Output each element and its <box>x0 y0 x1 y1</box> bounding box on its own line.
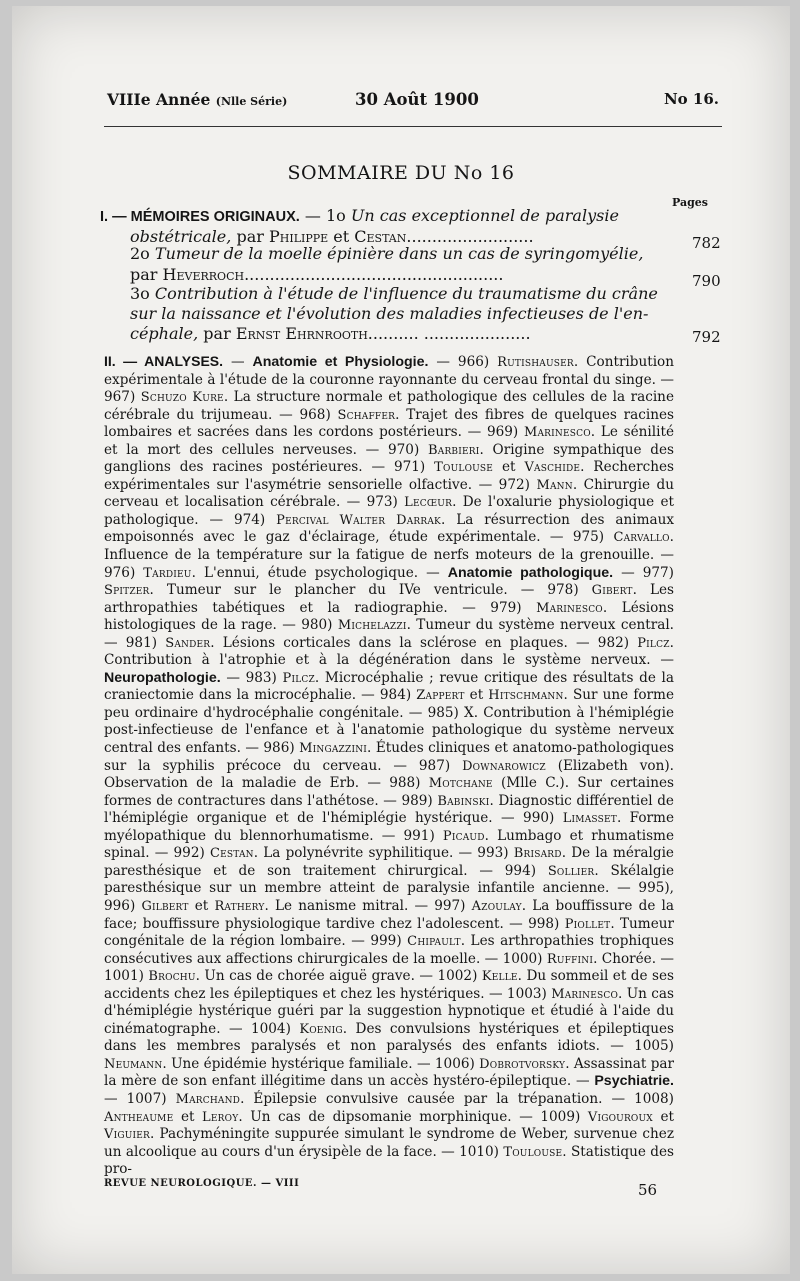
analyses-text: . De la méralgie paresthésique et de son traitement chirurgical. — 994) <box>104 845 674 879</box>
analyses-text: . Pachyméningite suppurée simulant le syndrome de Weber, survenue chez un alcoolique au cours d'un érysipèle de la face. — 1010) <box>104 1126 674 1160</box>
memoires-num-1: — 1o <box>304 206 346 225</box>
memoires-title-1a: Un cas exceptionnel de paralysie <box>350 206 619 225</box>
analyses-text: . Les arthropathies trophiques consécutives aux affections chirurgicales de la moelle. — 1000) <box>104 933 675 967</box>
running-header <box>107 90 719 116</box>
analyses-text: . Les arthropathies tabétiques et la radiographie. — 979) <box>104 582 674 616</box>
analyses-author: Spitzer <box>104 583 150 599</box>
analyses-text: . Assassinat par la mère de son enfant illégitime dans un accès hystéro-épileptique. — <box>104 1055 675 1090</box>
analyses-text: . Forme myélopathique du blennorhumatisme. — 991) <box>104 810 674 844</box>
analyses-author: Dobrotvorsky <box>479 1056 566 1072</box>
analyses-text: — 977) <box>613 564 674 581</box>
analyses-text: . Épilepsie convulsive causée par la trépanation. — 1008) <box>240 1090 674 1107</box>
analyses-text: . Tumeur du système nerveux central. — 981) <box>104 617 674 651</box>
memoires-line-5 <box>130 284 658 303</box>
analyses-author: Kelle <box>481 969 518 985</box>
memoires-par-3: par <box>203 324 231 343</box>
analyses-text: . De l'oxalurie physiologique et pathologique. — 974) <box>104 494 674 528</box>
analyses-author: Barbieri <box>428 442 480 458</box>
analyses-text: . L'ennui, étude psychologique. — <box>191 564 448 581</box>
analyses-text: . Statistique des pro- <box>104 1143 674 1178</box>
memoires-leader-1: ......................... <box>406 227 534 246</box>
memoires-title-2: Tumeur de la moelle épinière dans un cas de syringomyélie, <box>154 244 644 263</box>
issue-number: No 16. <box>663 90 719 108</box>
memoires-et-1: et <box>333 227 350 246</box>
page-title: SOMMAIRE DU No 16 <box>287 162 515 184</box>
analyses-text: . Lésions corticales dans la sclérose en plaques. — 982) <box>210 634 638 651</box>
analyses-author: Neumann <box>104 1056 163 1072</box>
analyses-text: . Du sommeil et de ses accidents chez les épileptiques et chez les hystériques. — 1003) <box>104 968 674 1002</box>
memoires-par-1: par <box>236 227 264 246</box>
analyses-author: Marinesco <box>536 600 603 616</box>
analyses-text: et <box>652 1108 674 1125</box>
analyses-text: et <box>464 687 489 704</box>
memoires-num-2: 2o <box>130 244 150 263</box>
analyses-author: Rathery <box>214 898 265 914</box>
category-neuropathologie: Neuropathologie. <box>104 669 221 686</box>
memoires-line-1 <box>100 206 619 225</box>
analyses-text: . Contribution à l'atrophie et à la dégénération dans le système nerveux. — <box>104 634 674 669</box>
analyses-author: Percival Walter Darrak <box>276 512 441 528</box>
volume-label <box>107 90 287 109</box>
analyses-author: Schuzo Kure <box>140 390 224 406</box>
memoires-author-1a: Philippe <box>268 227 329 246</box>
analyses-text: . Tumeur congénitale de la région lombaire. — 999) <box>104 915 674 950</box>
analyses-author: Schaffer <box>337 407 396 423</box>
analyses-text: . Skélalgie paresthésique sur un membre atteint de paralysie infantile ancienne. — 995), 996) <box>104 862 674 914</box>
analyses-text: — 1007) <box>104 1090 176 1107</box>
document-page <box>12 6 790 1274</box>
analyses-author: Motchane <box>428 776 493 792</box>
memoires-line-7 <box>130 324 531 343</box>
memoires-heading: I. — MÉMOIRES ORIGINAUX. <box>100 209 300 225</box>
analyses-text: . Un cas d'hémiplégie hystérique guéri par la suggestion hypnotique et étudié à l'aide du cinématographe. — 1004) <box>104 985 674 1037</box>
analyses-heading: II. — ANALYSES. <box>104 353 224 369</box>
analyses-text: (Mlle C.). Sur certaines formes de contractures dans l'athétose. — 989) <box>104 775 674 809</box>
analyses-text: . Le nanisme mitral. — 997) <box>264 897 472 914</box>
analyses-text: . Des convulsions hystériques et épileptiques dans les membres paralysés et non paralysés des enfants idiots. — 1005) <box>104 1020 674 1055</box>
analyses-text: . Études cliniques et anatomo-pathologiques sur la syphilis précoce du cerveau. — 987) <box>104 740 674 774</box>
analyses-author: Marinesco <box>551 986 619 1002</box>
analyses-author: Limasset <box>562 811 617 827</box>
analyses-section: II. — ANALYSES. — Anatomie et Physiologie. — 966) Rutishauser. Contribution expérimentale à l'étude de la couronne rayonnante du cerveau frontal du singe. — 967) Schuzo Kure. La structure normale et pathologique des cellules de la racine cérébrale du trijumeau. — 968) Schaffer. Trajet des fibres de quelques racines lombaires et sacrées dans les cordons postérieurs. — 969) Marinesco. Le sénilité et la mort des cellules nerveuses. — 970) Barbieri. Origine sympathique des ganglions des racines postérieures. — 971) Toulouse et Vaschide. Recherches expérimentales sur l'asymétrie sensorielle olfactive. — 972) Mann. Chirurgie du cerveau et localisation cérébrale. — 973) Lecœur. De l'oxalurie physiologique et pathologique. — 974) Percival Walter Darrak. La résurrection des animaux empoisonnés avec le gaz d'éclairage, étude expérimentale. — 975) Carvallo. Influence de la température sur la fatigue de nerfs moteurs de la grenouille. — 976) Tardieu. L'ennui, étude psychologique. — Anatomie pathologique. — 977) Spitzer. Tumeur sur le plancher du IVe ventricule. — 978) Gibert. Les arthropathies tabétiques et la radiographie. — 979) Marinesco. Lésions histologiques de la rage. — 980) Michelazzi. Tumeur du système nerveux central. — 981) Sander. Lésions corticales dans la sclérose en plaques. — 982) Pilcz. Contribution à l'atrophie et à la dégénération dans le système nerveux. — Neuropathologie. — 983) Pilcz. Microcéphalie ; revue critique des résultats de la craniectomie dans la microcéphalie. — 984) Zappert et Hitschmann. Sur une forme peu ordinaire d'hydrocéphalie congénitale. — 985) X. Contribution à l'hémiplégie post-infectieuse de l'enfance et à l'anatomie pathologique du système nerveux central des enfants. — 986) Mingazzini. Études cliniques et anatomo-pathologiques sur la syphilis précoce du cerveau. — 987) Downarowicz (Elizabeth von). Observation de la maladie de Erb. — 988) Motchane (Mlle C.). Sur certaines formes de contractures dans l'athétose. — 989) Babinski. Diagnostic différentiel de l'hémiplégie organique et de l'hémiplégie hystérique. — 990) Limasset. Forme myélopathique du blennorhumatisme. — 991) Picaud. Lumbago et rhumatisme spinal. — 992) Cestan. La polynévrite syphilitique. — 993) Brisard. De la méralgie paresthésique et de son traitement chirurgical. — 994) Sollier. Skélalgie paresthésique sur un membre atteint de paralysie infantile ancienne. — 995), 996) Gilbert et Rathery. Le nanisme mitral. — 997) Azoulay. La bouffissure de la face; bouffissure physiologique tardive chez l'adolescent. — 998) Piollet. Tumeur congénitale de la région lombaire. — 999) Chipault. Les arthropathies trophiques consécutives aux affections chirurgicales de la moelle. — 1000) Ruffini. Chorée. — 1001) Brochu. Un cas de chorée aiguë grave. — 1002) Kelle. Du sommeil et de ses accidents chez les épileptiques et chez les hystériques. — 1003) Marinesco. Un cas d'hémiplégie hystérique guéri par la suggestion hypnotique et étudié à l'aide du cinématographe. — 1004) Koenig. Des convulsions hystériques et épileptiques dans les membres paralysés et non paralysés des enfants idiots. — 1005) Neumann. Une épidémie hystérique familiale. — 1006) Dobrotvorsky. Assassinat par la mère de son enfant illégitime dans un accès hystéro-épileptique. — Psychiatrie. — 1007) Marchand. Épilepsie convulsive causée par la trépanation. — 1008) Antheaume et Leroy. Un cas de dipsomanie morphinique. — 1009) Vigouroux et Viguier. Pachyméningite suppurée simulant le syndrome de Weber, survenue chez un alcoolique au cours d'un érysipèle de la face. — 1010) Toulouse. Statistique des pro- <box>104 353 675 1178</box>
memoires-title-3c: céphale, <box>130 324 199 343</box>
category-anatomie-physiologie: Anatomie et Physiologie. <box>252 354 429 370</box>
issue-date: 30 Août 1900 <box>355 90 479 109</box>
analyses-author: Azoulay <box>471 898 522 914</box>
analyses-author: Koenig <box>299 1021 343 1037</box>
analyses-text: et <box>173 1108 203 1125</box>
analyses-text: . Contribution expérimentale à l'étude de la couronne rayonnante du cerveau frontal du singe. — 967) <box>104 354 674 406</box>
header-rule <box>104 126 722 127</box>
analyses-author: Carvallo <box>613 530 670 546</box>
analyses-author: Leroy <box>202 1109 239 1125</box>
analyses-text: . Une épidémie hystérique familiale. — 1006) <box>162 1055 480 1072</box>
analyses-text: . Lésions histologiques de la rage. — 980) <box>104 599 675 634</box>
analyses-author: Brisard <box>513 846 562 862</box>
memoires-title-3a: Contribution à l'étude de l'influence du traumatisme du crâne <box>154 284 658 303</box>
analyses-author: Sollier <box>547 863 595 879</box>
analyses-author: Viguier <box>104 1127 151 1143</box>
analyses-author: Michelazzi <box>337 618 407 634</box>
analyses-text: . La bouffissure de la face; bouffissure physiologique tardive chez l'adolescent. — 998) <box>104 897 674 932</box>
analyses-author: Picaud <box>442 828 485 844</box>
analyses-author: Gilbert <box>141 898 189 914</box>
journal-footer: REVUE NEUROLOGIQUE. — VIII <box>104 1178 300 1189</box>
analyses-text: — 983) <box>220 669 283 686</box>
series-text: (Nlle Série) <box>215 95 288 108</box>
analyses-text: . La résurrection des animaux empoisonnés avec le gaz d'éclairage, étude expérimentale. — 975) <box>104 511 675 546</box>
analyses-author: Babinski <box>437 793 490 809</box>
analyses-author: Pilcz <box>282 670 315 686</box>
memoires-line-4 <box>130 265 503 284</box>
analyses-author: Mann <box>536 477 573 493</box>
analyses-text: . Recherches expérimentales sur l'asymétrie sensorielle olfactive. — 972) <box>104 459 674 493</box>
page-number: 56 <box>638 1181 658 1199</box>
analyses-author: Piollet <box>564 916 611 932</box>
analyses-text: et <box>188 897 215 914</box>
analyses-text: — 966) <box>428 354 498 370</box>
volume-text: VIIIe Année <box>107 90 211 109</box>
memoires-author-2: Heverroch <box>162 265 245 284</box>
analyses-author: Cestan <box>209 846 254 862</box>
analyses-text: . Diagnostic différentiel de l'hémiplégie organique et de l'hémiplégie hystérique. — 990) <box>104 792 674 827</box>
analyses-author: Sander <box>165 635 211 651</box>
memoires-num-3: 3o <box>130 284 150 303</box>
memoires-author-1b: Cestan <box>354 227 407 246</box>
analyses-author: Hitschmann <box>488 688 564 704</box>
analyses-author: Marchand <box>175 1091 241 1107</box>
analyses-author: Tardieu <box>143 565 192 581</box>
analyses-author: Toulouse <box>434 460 494 476</box>
analyses-text: . Un cas de chorée aiguë grave. — 1002) <box>195 968 482 985</box>
analyses-text: . La polynévrite syphilitique. — 993) <box>253 845 514 862</box>
analyses-author: Zappert <box>416 688 465 704</box>
memoires-page-3: 792 <box>692 328 721 346</box>
analyses-author: Pilcz <box>637 635 670 651</box>
analyses-author: Mingazzini <box>299 741 368 757</box>
analyses-text: . Chorée. — 1001) <box>104 950 674 985</box>
analyses-author: Antheaume <box>104 1109 174 1125</box>
analyses-author: Gibert <box>591 583 633 599</box>
analyses-text: . Microcéphalie ; revue critique des résultats de la craniectomie dans la microcéphalie. — 984) <box>104 669 674 704</box>
memoires-leader-2: ................................................... <box>244 265 504 284</box>
analyses-author: Vigouroux <box>587 1109 653 1125</box>
analyses-author: Rutishauser <box>497 355 574 370</box>
analyses-text: . Lumbago et rhumatisme spinal. — 992) <box>104 827 674 862</box>
analyses-author: Vaschide <box>524 460 581 476</box>
analyses-text: . Origine sympathique des ganglions des racines postérieures. — 971) <box>104 441 675 476</box>
analyses-author: Marinesco <box>523 425 591 441</box>
memoires-par-2: par <box>130 265 158 284</box>
analyses-text: . Sur une forme peu ordinaire d'hydrocéphalie congénitale. — 985) X. Contribution à l'hémiplégie post-infectieuse de l'enfance et à l'anatomie pathologique du système nerveux central des enfants. — 986) <box>104 687 674 757</box>
analyses-text: . Un cas de dipsomanie morphinique. — 1009) <box>238 1108 588 1125</box>
memoires-page-2: 790 <box>692 272 721 290</box>
category-psychiatrie: Psychiatrie. <box>594 1073 674 1090</box>
analyses-author: Ruffini <box>546 951 594 967</box>
memoires-page-1: 782 <box>692 234 721 252</box>
analyses-author: Toulouse <box>503 1144 563 1160</box>
analyses-text: . Trajet des fibres de quelques racines lombaires et sacrées dans les cordons postérieurs. — 969) <box>104 406 674 441</box>
memoires-line-3 <box>130 244 643 263</box>
analyses-text: . La structure normale et pathologique des cellules de la racine cérébrale du trijumeau. — 968) <box>104 389 674 423</box>
analyses-author: Chipault <box>407 934 461 950</box>
memoires-title-3b: sur la naissance et l'évolution des maladies infectieuses de l'en- <box>130 304 649 323</box>
memoires-title-1b: obstétricale, <box>130 227 232 246</box>
pages-column-label: Pages <box>672 196 708 209</box>
analyses-text: et <box>493 459 525 476</box>
analyses-author: Downarowicz <box>462 758 546 774</box>
analyses-text: . Tumeur sur le plancher du IVe ventricule. — 978) <box>149 582 592 599</box>
analyses-text: . Influence de la température sur la fatigue de nerfs moteurs de la grenouille. — 976) <box>104 529 674 581</box>
analyses-text: . Chirurgie du cerveau et localisation cérébrale. — 973) <box>104 476 674 511</box>
analyses-text: . Le sénilité et la mort des cellules nerveuses. — 970) <box>104 424 674 458</box>
analyses-author: Lecœur <box>404 495 453 511</box>
memoires-author-3: Ernst Ehrnrooth <box>235 324 368 343</box>
analyses-author: Brochu <box>148 969 196 985</box>
memoires-leader-3: .......... ..................... <box>367 324 531 343</box>
category-anatomie-pathologique: Anatomie pathologique. <box>447 564 614 581</box>
analyses-text: (Elizabeth von). Observation de la maladie de Erb. — 988) <box>104 757 674 792</box>
